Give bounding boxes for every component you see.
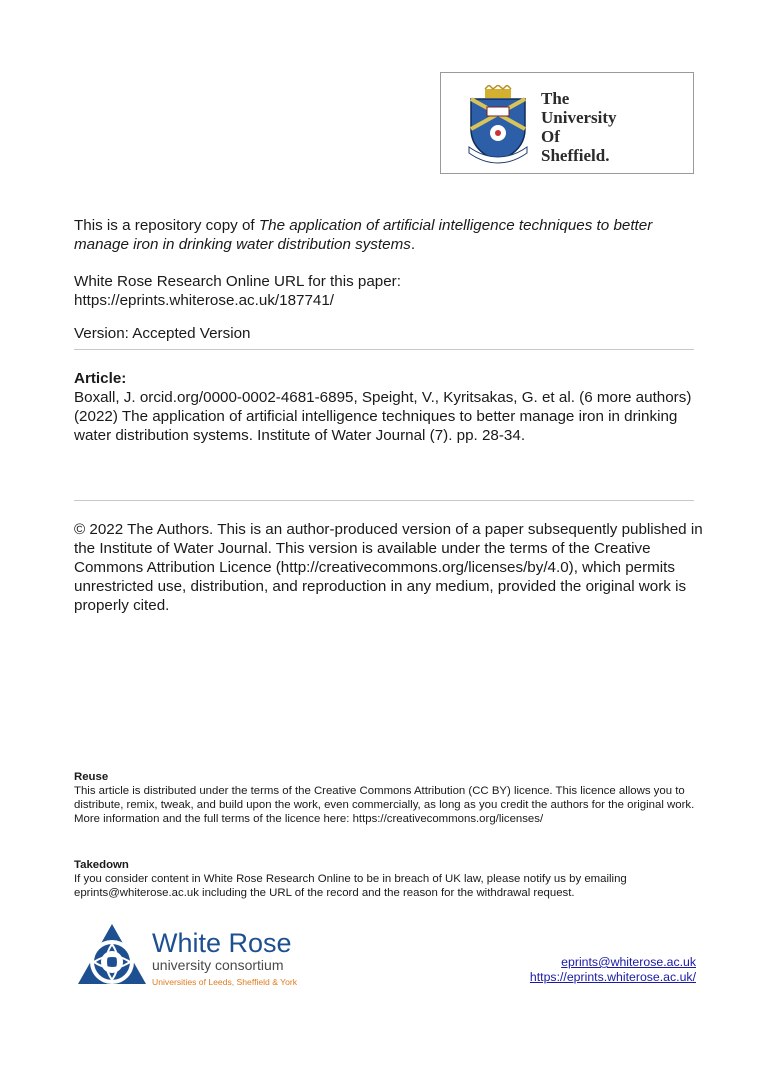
- reuse-section: [74, 770, 704, 826]
- divider: [74, 349, 694, 350]
- logo-line-1: The: [541, 89, 570, 108]
- university-logo: [440, 72, 694, 174]
- university-crest-icon: [463, 85, 533, 165]
- logo-line-3: Of: [541, 127, 560, 146]
- article-citation: Boxall, J. orcid.org/0000-0002-4681-6895, Speight, V., Kyritsakas, G. et al. (6 more authors) (2022) The application of artificial intelligence techniques to better manage iron in drinking water distribution systems. Institute of Water Journal (7). pp. 28-34.: [74, 389, 692, 444]
- logo-line-4: Sheffield.: [541, 146, 610, 165]
- university-name: [541, 89, 617, 165]
- logo-line-2: University: [541, 108, 617, 127]
- article-block: [74, 369, 704, 445]
- wr-title: White Rose: [152, 928, 292, 958]
- site-link[interactable]: https://eprints.whiterose.ac.uk/: [529, 970, 696, 984]
- white-rose-logo: [76, 922, 326, 996]
- article-heading: Article:: [74, 370, 127, 387]
- repo-suffix: .: [410, 236, 416, 253]
- wr-tagline: Universities of Leeds, Sheffield & York: [152, 977, 298, 987]
- footer-links: [530, 955, 696, 985]
- email-link[interactable]: eprints@whiterose.ac.uk: [561, 955, 696, 969]
- white-rose-icon: [76, 922, 326, 996]
- wr-subtitle: university consortium: [152, 957, 284, 973]
- takedown-body: If you consider content in White Rose Research Online to be in breach of UK law, please notify us by emailing eprints@whiterose.ac.uk including the URL of the record and the reason for the withdrawal request.: [74, 873, 627, 899]
- paper-title: The application of artificial intelligence techniques to better manage iron in drinking water distribution systems: [74, 217, 653, 253]
- repository-copy-statement: [74, 216, 704, 254]
- url-label: White Rose Research Online URL for this paper:: [74, 273, 401, 290]
- copyright-statement: © 2022 The Authors. This is an author-produced version of a paper subsequently published in the Institute of Water Journal. This version is available under the terms of the Creative Commons Attribution Licence (http://creativecommons.org/licenses/by/4.0), which permits unrestricted use, distribution, and reproduction in any medium, provided the original work is properly cited.: [74, 521, 703, 614]
- version-line: Version: Accepted Version: [74, 325, 251, 342]
- repo-prefix: This is a repository copy of: [74, 217, 259, 234]
- reuse-body: This article is distributed under the terms of the Creative Commons Attribution (CC BY) licence. This licence allows you to distribute, remix, tweak, and build upon the work, even commercially, as long as you credit the authors for the original work. More information and the full terms of the licence here: https://creativecommons.org/licenses/: [74, 785, 695, 825]
- url-block: [74, 272, 704, 310]
- reuse-heading: Reuse: [74, 771, 109, 783]
- takedown-heading: Takedown: [74, 859, 129, 871]
- takedown-section: [74, 858, 704, 900]
- divider: [74, 500, 694, 501]
- paper-url[interactable]: https://eprints.whiterose.ac.uk/187741/: [74, 292, 335, 309]
